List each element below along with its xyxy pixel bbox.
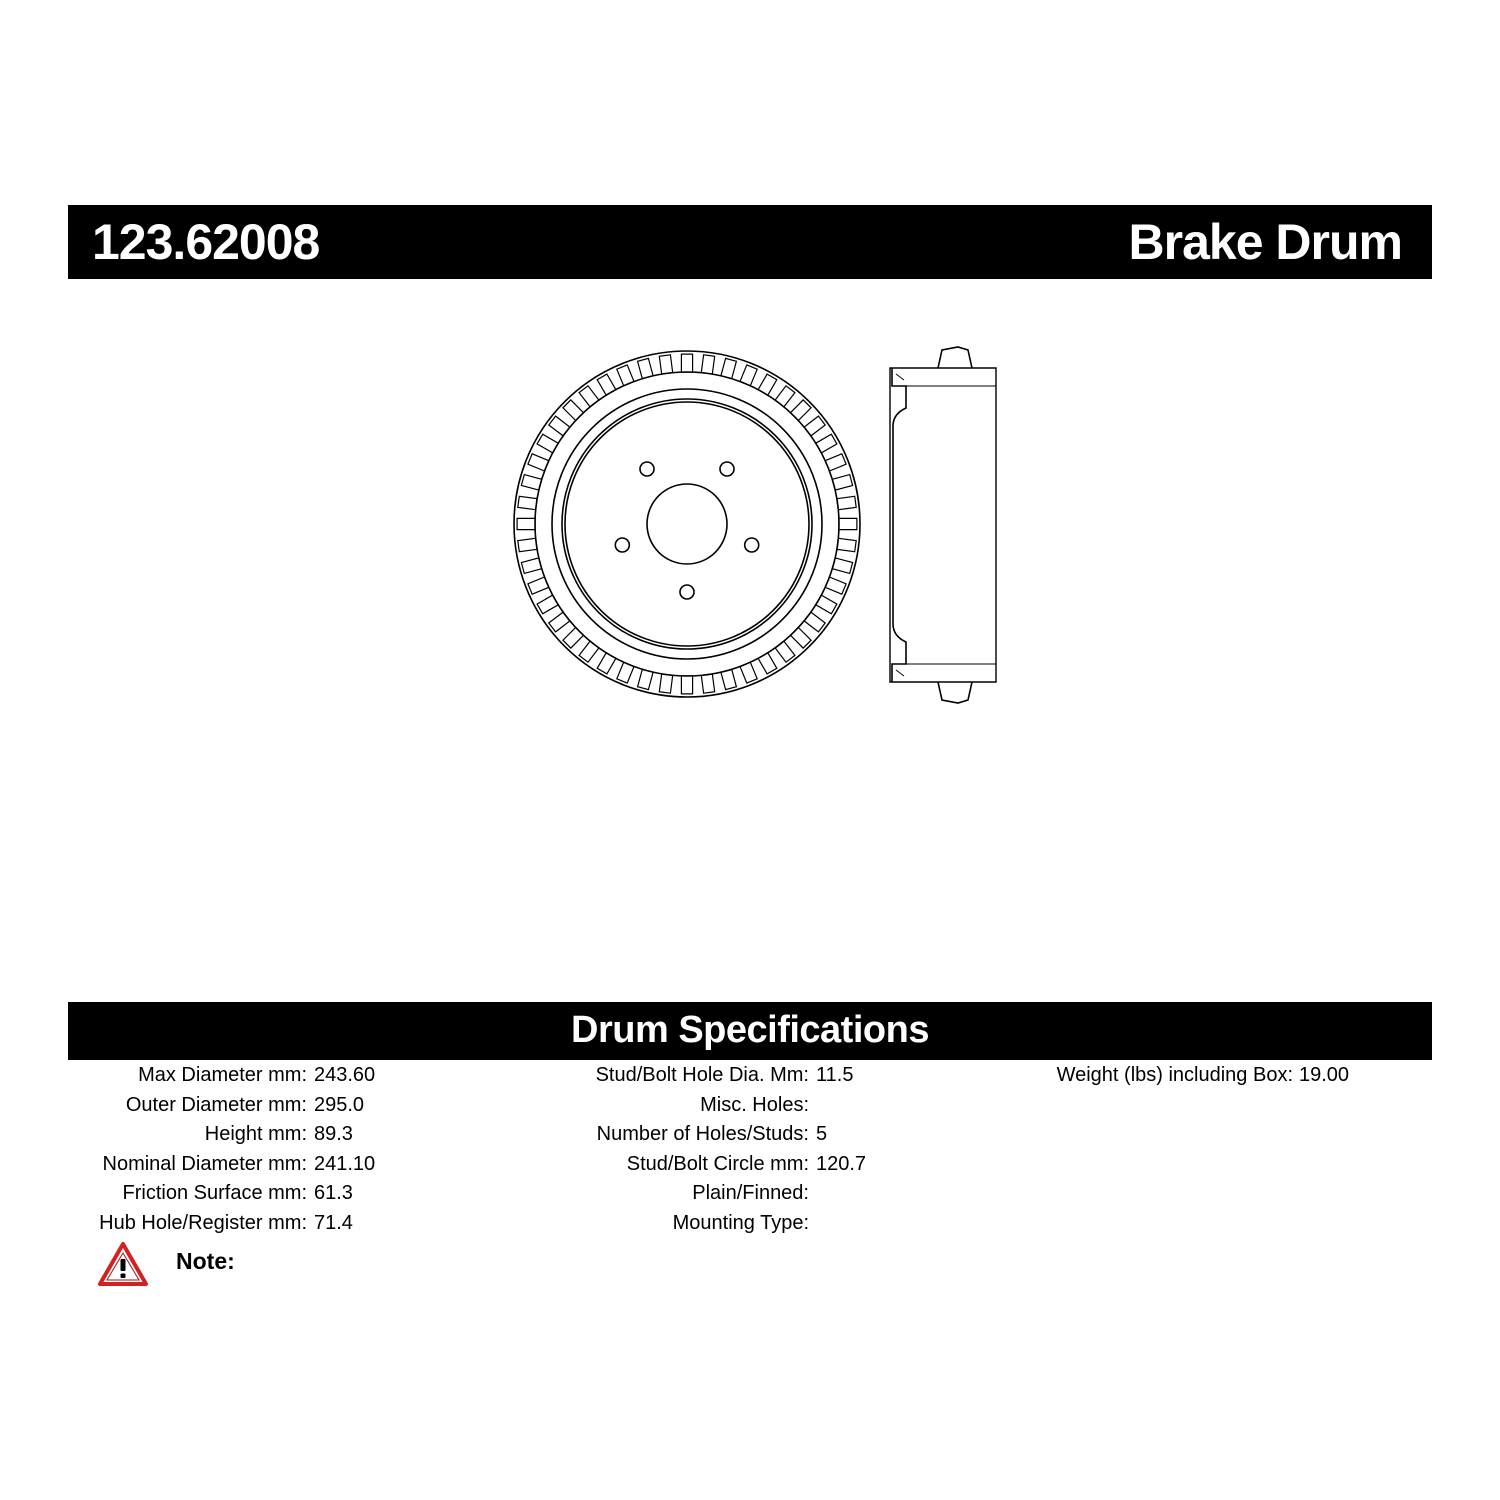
cooling-fin [579,386,599,407]
cooling-fin [528,454,549,471]
cooling-fin [579,641,599,662]
part-number: 123.62008 [92,214,320,270]
cooling-fin [804,612,825,632]
spec-label: Weight (lbs) including Box: [1056,1064,1293,1086]
fin-inner-edge [535,372,839,676]
spec-value: 5 [816,1123,828,1146]
spec-row-weight [960,1064,1500,1094]
cooling-fin [839,518,857,529]
cooling-fin [549,612,570,632]
cooling-fin [549,416,570,436]
cooling-fin [528,577,549,594]
hub-hole [647,484,727,564]
spec-label: Outer Diameter mm: [125,1093,307,1116]
warning-triangle-icon [98,1242,148,1286]
spec-label: Height mm: [204,1123,307,1146]
cooling-fin [740,662,757,683]
spec-value: 241.10 [314,1152,376,1175]
spec-bar [68,1002,1432,1060]
cooling-fin [825,454,846,471]
spec-column-2 [500,1064,1000,1242]
cooling-fin [517,518,535,529]
cooling-fin [701,674,714,693]
spec-value: 11.5 [816,1064,854,1086]
cooling-fin [740,365,757,386]
spec-label: Misc. Holes: [700,1093,809,1116]
bolt-hole [745,538,759,552]
spec-row-number-of-holes [500,1123,1000,1153]
cooling-fin [681,676,692,694]
spec-label: Number of Holes/Studs: [596,1123,809,1146]
spec-value: 243.60 [314,1064,376,1086]
cooling-fins [517,354,857,694]
cooling-fin [837,496,856,509]
spec-label: Stud/Bolt Hole Dia. Mm: [595,1064,809,1086]
product-type: Brake Drum [1128,214,1402,270]
cooling-fin [825,577,846,594]
bolt-hole [680,585,694,599]
cooling-fin [791,628,812,649]
cooling-fin [775,641,795,662]
cooling-fin [791,400,812,421]
spec-label: Stud/Bolt Circle mm: [626,1152,809,1175]
spec-label: Friction Surface mm: [122,1182,307,1205]
spec-row-bolt-circle [500,1153,1000,1183]
cooling-fin [681,354,692,372]
spec-label: Max Diameter mm: [138,1064,307,1086]
spec-value: 89.3 [314,1123,353,1146]
cooling-fin [617,365,634,386]
spec-column-3 [960,1064,1500,1094]
cooling-fin [659,674,672,693]
spec-label: Plain/Finned: [692,1182,809,1205]
spec-title: Drum Specifications [571,1009,929,1051]
note-label: Note: [176,1248,235,1274]
cooling-fin [804,416,825,436]
outer-rim [514,351,860,697]
cooling-fin [659,355,672,374]
spec-row-plain-finned [500,1182,1000,1212]
cooling-fin [563,628,584,649]
bolt-holes [615,462,758,599]
cooling-fin [775,386,795,407]
spec-value: 71.4 [314,1211,353,1234]
side-view [890,347,996,703]
spec-value: 61.3 [314,1182,353,1205]
cooling-fin [518,496,537,509]
front-view [514,351,860,697]
spec-value: 19.00 [1299,1064,1350,1086]
spec-label: Nominal Diameter mm: [102,1152,307,1175]
cooling-fin [701,355,714,374]
cooling-fin [563,400,584,421]
bolt-hole [640,462,654,476]
spec-value: 295.0 [314,1093,365,1116]
drum-face-inner-ring [562,399,812,649]
spec-value: 120.7 [816,1152,867,1175]
bolt-hole [615,538,629,552]
spec-label: Hub Hole/Register mm: [99,1211,307,1234]
cooling-fin [837,538,856,551]
cooling-fin [617,662,634,683]
spec-label: Mounting Type: [672,1211,809,1234]
bolt-hole [720,462,734,476]
spec-row-stud-hole-dia [500,1064,1000,1094]
cooling-fin [518,538,537,551]
spec-row-misc-holes [500,1094,1000,1124]
spec-row-mounting-type [500,1212,1000,1242]
drum-face-ring [552,389,822,659]
